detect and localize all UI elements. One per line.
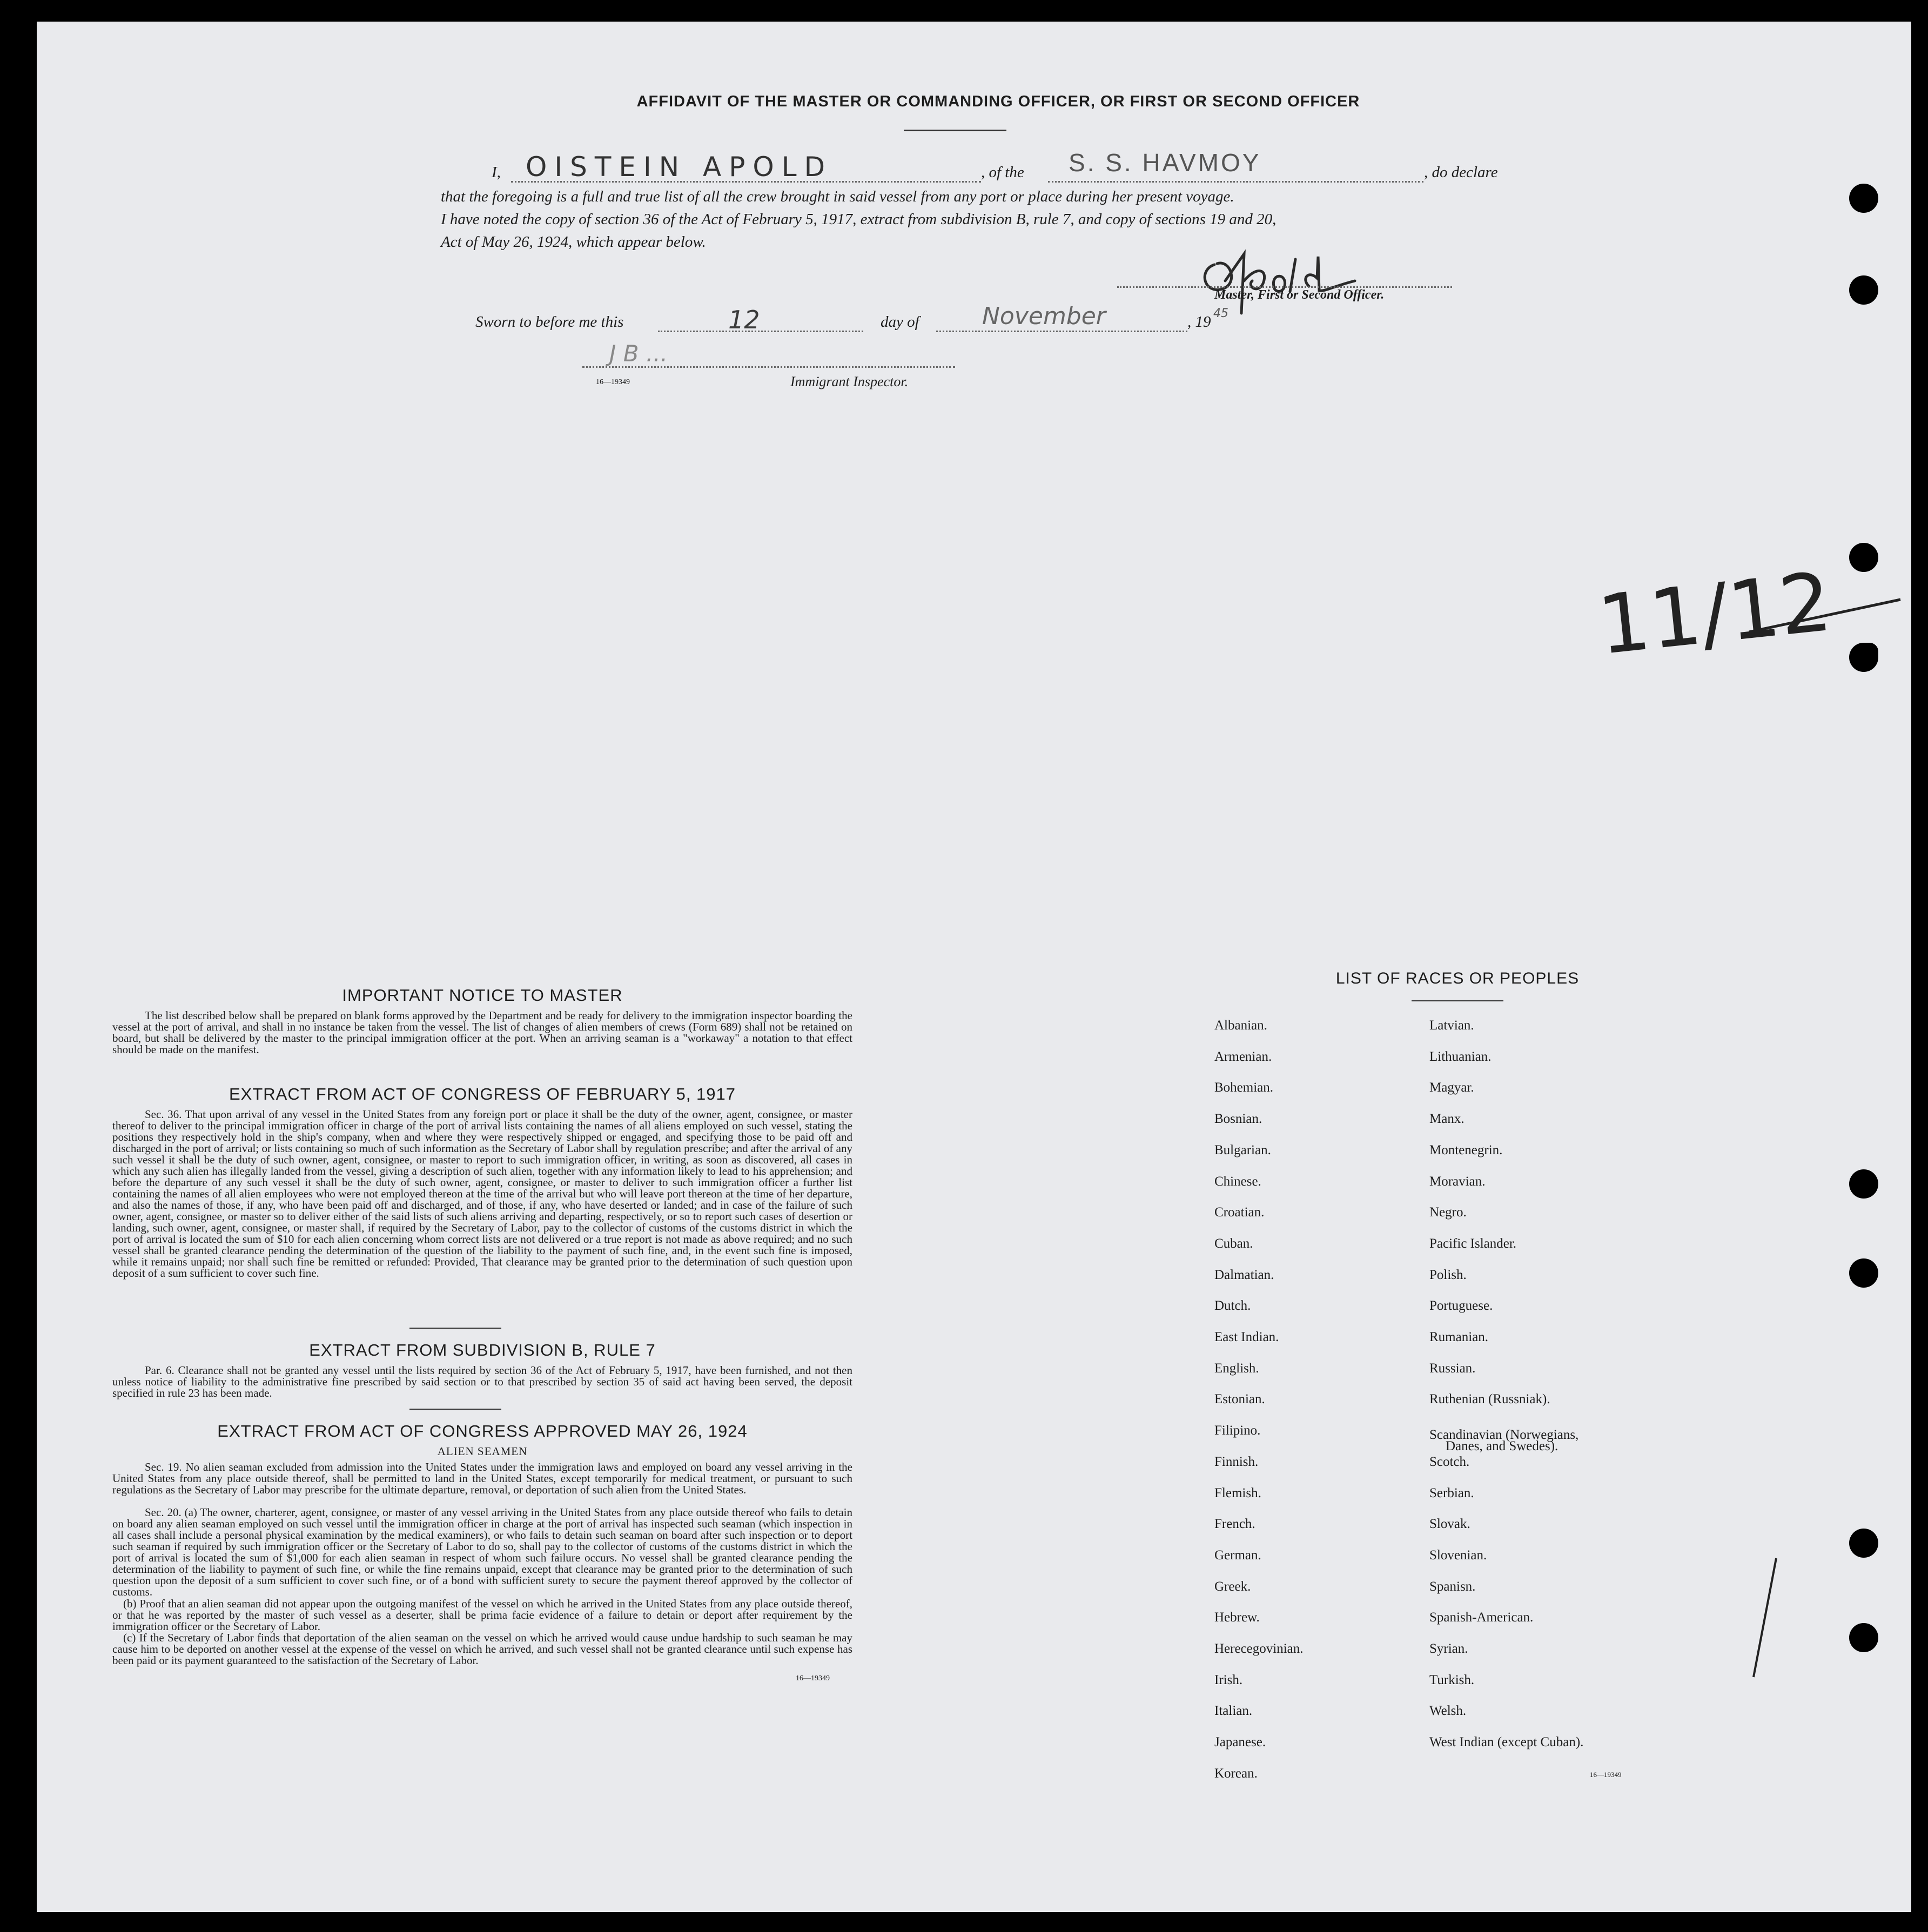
day-of-label: day of (881, 313, 919, 331)
race-item: Portuguese. (1429, 1298, 1493, 1314)
race-item: Bosnian. (1214, 1112, 1262, 1127)
race-item: Danes, and Swedes). (1446, 1439, 1558, 1454)
race-item: Welsh. (1429, 1704, 1467, 1719)
notice-body: The list described below shall be prepared on blank forms approved by the Department and be ready for delivery to the immigration inspector boarding the vessel at the port of arrival, and shall in no instance be taken from the vessel. The list of changes of alien members of crews (Form 689) shall not be retained on board, but shall be delivered by the master to the principal immigration officer at the port. When an arriving seaman is a "workaway" a notation to that effect should be made on the manifest. (112, 1009, 852, 1056)
race-item: Syrian. (1429, 1641, 1468, 1656)
race-item: Moravian. (1429, 1174, 1486, 1189)
race-item: Japanese. (1214, 1735, 1266, 1750)
race-item: Irish. (1214, 1672, 1243, 1687)
i-label: I, (492, 164, 501, 181)
affidavit-line-3: I have noted the copy of section 36 of the Act of February 5, 1917, extract from subdivision B, rule 7, and copy of sections 19 and 20, (441, 211, 1277, 228)
race-item: Croatian. (1214, 1205, 1265, 1220)
affidavit-line-4: Act of May 26, 1924, which appear below. (441, 233, 706, 251)
signature-caption: Master, First or Second Officer. (1214, 288, 1385, 302)
races-form-number: 16—19349 (1590, 1771, 1622, 1779)
punch-hole (1849, 1258, 1878, 1288)
race-item: Serbian. (1429, 1485, 1474, 1500)
race-item: Slovenian. (1429, 1547, 1487, 1563)
extract3-title: EXTRACT FROM ACT OF CONGRESS APPROVED MAY 26, 1924 (217, 1422, 748, 1440)
vessel-name: S. S. HAVMOY (1069, 149, 1261, 177)
extract3-sec20b: (b) Proof that an alien seaman did not appear upon the outgoing manifest of the vessel on which he arrived in the United States from any place outside thereof, or that he was reported by the master of such vessel as a deserter, shall be prima facie evidence of a failure to detain or deport after requirement by the immigration officer or the Secretary of Labor. (112, 1597, 852, 1633)
inspector-caption: Immigrant Inspector. (790, 374, 909, 389)
extract1-divider (409, 1328, 501, 1329)
day-line (658, 331, 863, 332)
punch-hole (1849, 1169, 1878, 1199)
race-item: Polish. (1429, 1267, 1467, 1282)
race-item: Scandinavian (Norwegians, (1429, 1428, 1579, 1443)
race-item: English. (1214, 1361, 1259, 1376)
document-page (37, 22, 1911, 1912)
race-item: Ruthenian (Russniak). (1429, 1392, 1550, 1407)
punch-hole (1849, 543, 1878, 572)
sworn-label: Sworn to before me this (475, 313, 624, 331)
margin-mark (1749, 1556, 1782, 1680)
race-item: Flemish. (1214, 1485, 1261, 1500)
notice-title: IMPORTANT NOTICE TO MASTER (342, 986, 623, 1005)
race-item: Bohemian. (1214, 1080, 1274, 1095)
race-item: Rumanian. (1429, 1330, 1489, 1344)
race-item: Hebrew. (1214, 1610, 1260, 1625)
race-item: Greek. (1214, 1579, 1251, 1594)
races-title: LIST OF RACES OR PEOPLES (1335, 970, 1580, 987)
race-item: Turkish. (1429, 1672, 1475, 1687)
master-name: OISTEIN APOLD (526, 151, 833, 183)
race-item: Chinese. (1214, 1174, 1261, 1189)
extract2-title: EXTRACT FROM SUBDIVISION B, RULE 7 (309, 1341, 656, 1359)
extract2-divider (409, 1409, 501, 1410)
race-item: Filipino. (1214, 1423, 1261, 1438)
of-the-label: , of the (981, 164, 1024, 181)
race-item: West Indian (except Cuban). (1429, 1735, 1584, 1750)
title-divider (904, 130, 1006, 131)
race-item: Latvian. (1429, 1018, 1474, 1033)
race-item: Spanisn. (1429, 1579, 1476, 1594)
punch-hole (1849, 1623, 1878, 1652)
race-item: Herecegovinian. (1214, 1641, 1304, 1656)
year-prefix: , 19 (1187, 313, 1211, 331)
race-item: Bulgarian. (1214, 1142, 1271, 1157)
race-item: Italian. (1214, 1704, 1253, 1719)
affidavit-line-2: that the foregoing is a full and true list of all the crew brought in said vessel from any port or place during her present voyage. (441, 188, 1234, 205)
race-item: Estonian. (1214, 1392, 1265, 1407)
margin-note: 11/12 (1594, 555, 1836, 674)
race-item: Montenegrin. (1429, 1142, 1503, 1157)
punch-hole (1849, 643, 1878, 672)
margin-stroke (1744, 594, 1906, 637)
race-item: Cuban. (1214, 1236, 1253, 1251)
race-item: Negro. (1429, 1205, 1467, 1220)
month-line (936, 331, 1187, 332)
race-item: Armenian. (1214, 1049, 1272, 1064)
punch-hole (1849, 184, 1878, 213)
extract3-sec20c: (c) If the Secretary of Labor finds that deportation of the alien seaman on the vessel on which he arrived would cause undue hardship to such seaman he may cause him to be deported on another vessel at the expense of the vessel on which he arrived, and such vessel shall not be granted clearance until such expense has been paid or its payment guaranteed to the satisfaction of the Secretary of Labor. (112, 1631, 852, 1667)
punch-hole (1849, 275, 1878, 305)
race-item: Albanian. (1214, 1018, 1267, 1033)
race-item: Slovak. (1429, 1517, 1470, 1532)
vessel-line (1048, 181, 1423, 183)
race-item: Pacific Islander. (1429, 1236, 1517, 1251)
race-item: Finnish. (1214, 1454, 1259, 1469)
race-item: Korean. (1214, 1766, 1258, 1781)
extract2-body: Par. 6. Clearance shall not be granted any vessel until the lists required by section 36 of the Act of February 5, 1917, have been furnished, and not then unless notice of liability to the administrative fine prescribed by said section or to that prescribed by section 35 of said act having been served, the deposit specified in rule 23 has been made. (112, 1364, 852, 1399)
race-item: East Indian. (1214, 1330, 1279, 1344)
extract3-sec20a: Sec. 20. (a) The owner, charterer, agent, consignee, or master of any vessel arriving in the United States from any place outside thereof who fails to detain on board any alien seaman employed on such vessel until the immigration officer in charge at the port of arrival has inspected such seaman (which inspection in all cases shall include a personal physical examination by the medical examiners), or who fails to detain such seaman on board after such inspection or to deport such seaman if required by such immigration officer or the Secretary of Labor to do so, shall pay to the collector of customs of the customs district in which the port of arrival is located the sum of $1,000 for each alien seaman in respect of whom such failure occurs. No vessel shall be granted clearance pending the determination of the liability to payment of such fine, or while the fine remains unpaid, except that clearance may be granted prior to the determination of such question upon the deposit of a sum sufficient to cover such fine, or of a bond with sufficient surety to secure the payment thereof approved by the collector of customs. (112, 1506, 852, 1598)
race-item: Spanish-American. (1429, 1610, 1534, 1625)
extract1-body: Sec. 36. That upon arrival of any vessel in the United States from any foreign port or place it shall be the duty of the owner, agent, consignee, or master thereof to deliver to the principal immigration officer in charge of the port of arrival lists containing the names of all aliens employed on such vessel, stating the positions they respectively hold in the ship's company, when and where they were respectively shipped or engaged, and specifying those to be paid off and discharged in the port of arrival; or lists containing so much of such information as the Secretary of Labor shall by regulation prescribe; and after the arrival of any such vessel it shall be the duty of such owner, agent, consignee, or master to report to such immigration officer, in writing, as soon as discovered, all cases in which any such alien has illegally landed from the vessel, giving a description of such alien, together with any information likely to lead to his apprehension; and before the departure of any such vessel it shall be the duty of such owner, agent, consignee, or master to deliver to such immigration officer a further list containing the names of all alien employees who were not employed thereon at the time of the arrival but who will leave port thereon at the time of her departure, and also the names of those, if any, who have been paid off and discharged, and of those, if any, who have deserted or landed; and in case of the failure of such owner, agent, consignee, or master so to deliver either of the said lists of such aliens arriving and departing, respectively, or so to report such cases of desertion or landing, such owner, agent, consignee, or master shall, if required by the Secretary of Labor, pay to the collector of customs of the customs district in which the port of arrival is located the sum of $10 for each alien concerning whom correct lists are not delivered or a true report is not made as above required; and no such vessel shall be granted clearance pending the determination of the question of the liability to the payment of such fine, and, in the event such fine is imposed, while it remains unpaid; nor shall such fine be remitted or refunded: Provided, That clearance may be granted prior to the determination of such question upon deposit of a sum sufficient to cover such fine. (112, 1108, 852, 1280)
year-suffix: 45 (1213, 307, 1228, 320)
race-item: Scotch. (1429, 1454, 1470, 1469)
race-item: Dalmatian. (1214, 1267, 1274, 1282)
extract3-form-number: 16—19349 (796, 1674, 830, 1682)
affidavit-title: AFFIDAVIT OF THE MASTER OR COMMANDING OFFICER, OR FIRST OR SECOND OFFICER (636, 93, 1360, 110)
race-item: French. (1214, 1517, 1255, 1532)
extract1-title: EXTRACT FROM ACT OF CONGRESS OF FEBRUARY 5, 1917 (229, 1085, 736, 1103)
inspector-form-number: 16—19349 (596, 378, 630, 386)
race-item: German. (1214, 1547, 1261, 1563)
race-item: Dutch. (1214, 1298, 1251, 1314)
races-divider (1412, 1000, 1503, 1001)
inspector-signature: J B ... (609, 340, 668, 367)
punch-hole (1849, 1529, 1878, 1558)
race-item: Magyar. (1429, 1080, 1474, 1095)
do-declare-label: , do declare (1424, 164, 1498, 181)
inspector-line (582, 366, 955, 368)
race-item: Russian. (1429, 1361, 1476, 1376)
extract3-sec19: Sec. 19. No alien seaman excluded from admission into the United States under the immigration laws and employed on board any vessel arriving in the United States from any place outside thereof, shall be permitted to land in the United States, except temporarily for medical treatment, or pursuant to such regulations as the Secretary of Labor may prescribe for the ultimate departure, removal, or deportation of such alien from the United States. (112, 1460, 852, 1496)
extract3-subtitle: ALIEN SEAMEN (437, 1445, 528, 1458)
race-item: Lithuanian. (1429, 1049, 1492, 1064)
sworn-day: 12 (728, 305, 760, 334)
sworn-month: November (982, 302, 1106, 330)
race-item: Manx. (1429, 1112, 1465, 1127)
